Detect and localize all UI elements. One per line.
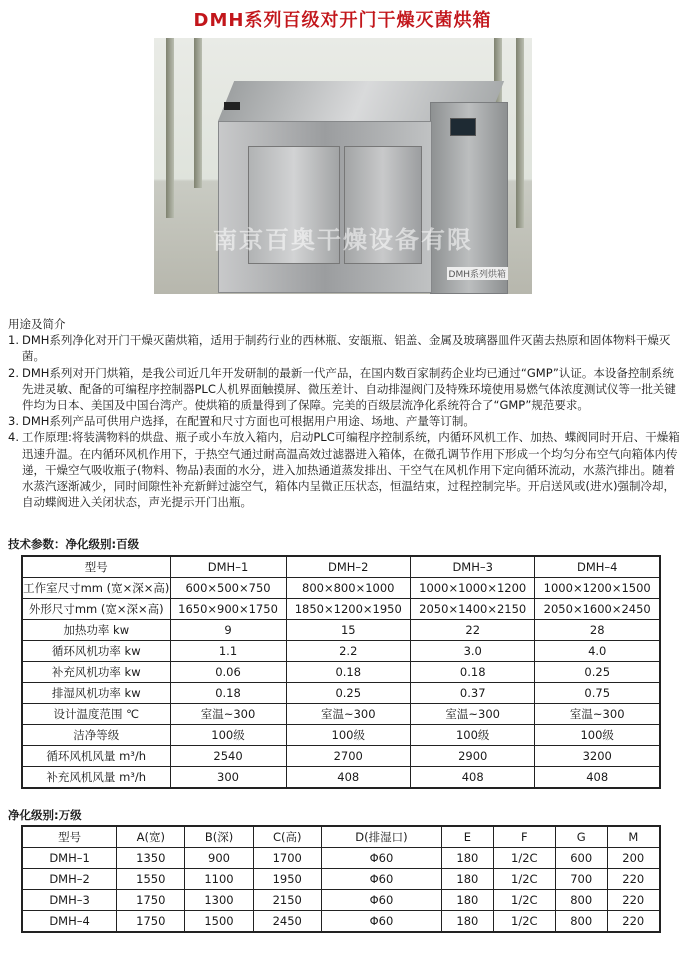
- table-cell: 100级: [410, 725, 534, 746]
- table-cell: 室温~300: [535, 704, 660, 725]
- table-row: [22, 725, 660, 746]
- table-cell: 2150: [253, 890, 321, 911]
- table-cell: 1550: [117, 869, 185, 890]
- table-cell: 1100: [185, 869, 253, 890]
- photo-tree: [516, 38, 524, 228]
- row-label-cell: 设计温度范围 ℃: [22, 704, 170, 725]
- table-cell: 220: [607, 911, 660, 933]
- item-number: 2.: [8, 365, 19, 380]
- row-label-cell: DMH–4: [22, 911, 117, 933]
- item-text: DMH系列净化对开门干燥灭菌烘箱，适用于制药行业的西林瓶、安瓿瓶、铝盖、金属及玻璃器皿件灭菌去热原和固体物料干燥灭菌。: [22, 333, 671, 364]
- item-number: 1.: [8, 333, 19, 348]
- spec-caption-class100: 技术参数：净化级别:百级: [8, 537, 140, 551]
- table-row: [22, 641, 660, 662]
- table-cell: 600×500×750: [170, 578, 286, 599]
- table-header-row: [22, 556, 660, 578]
- column-header: M: [607, 826, 660, 848]
- row-label-cell: 补充风机风量 m³/h: [22, 767, 170, 789]
- table-row: [22, 890, 660, 911]
- table-cell: 800: [555, 911, 607, 933]
- table-cell: 2050×1400×2150: [410, 599, 534, 620]
- page-title: DMH系列百级对开门干燥灭菌烘箱: [193, 10, 492, 31]
- table-row: [22, 620, 660, 641]
- intro-item: [8, 365, 680, 414]
- table-cell: 220: [607, 869, 660, 890]
- watermark: 南京百奥干燥设备有限: [213, 226, 473, 254]
- table-cell: 1950: [253, 869, 321, 890]
- row-label-cell: 加热功率 kw: [22, 620, 170, 641]
- table-row: [22, 746, 660, 767]
- table-cell: 100级: [535, 725, 660, 746]
- control-screen: [450, 118, 476, 136]
- table-cell: 408: [410, 767, 534, 789]
- column-header: A(宽): [117, 826, 185, 848]
- row-label-cell: 洁净等级: [22, 725, 170, 746]
- spec-table-class100: [21, 555, 661, 789]
- table-cell: 1000×1000×1200: [410, 578, 534, 599]
- table-cell: 2900: [410, 746, 534, 767]
- intro-item: [8, 332, 680, 364]
- table-cell: 2700: [286, 746, 410, 767]
- table-cell: 0.18: [410, 662, 534, 683]
- row-label-cell: 排湿风机功率 kw: [22, 683, 170, 704]
- table-cell: 0.18: [170, 683, 286, 704]
- table-cell: 180: [442, 848, 494, 869]
- column-header: C(高): [253, 826, 321, 848]
- column-header: B(深): [185, 826, 253, 848]
- table-row: [22, 662, 660, 683]
- table-cell: 408: [535, 767, 660, 789]
- table-cell: 4.0: [535, 641, 660, 662]
- table-cell: 1/2C: [493, 869, 555, 890]
- table-cell: 0.75: [535, 683, 660, 704]
- table-cell: 180: [442, 911, 494, 933]
- table-cell: 1500: [185, 911, 253, 933]
- table-cell: Φ60: [321, 911, 441, 933]
- table-cell: 100级: [170, 725, 286, 746]
- table-cell: 100级: [286, 725, 410, 746]
- table-cell: 室温~300: [410, 704, 534, 725]
- table-cell: 0.25: [286, 683, 410, 704]
- product-photo: [154, 38, 532, 294]
- table-cell: 1650×900×1750: [170, 599, 286, 620]
- column-header: G: [555, 826, 607, 848]
- table-cell: 1.1: [170, 641, 286, 662]
- table-cell: 0.37: [410, 683, 534, 704]
- table-cell: 2540: [170, 746, 286, 767]
- table-cell: 1/2C: [493, 848, 555, 869]
- table-cell: 800: [555, 890, 607, 911]
- spec-caption-class10000: 净化级别:万级: [8, 808, 82, 822]
- table-cell: 800×800×1000: [286, 578, 410, 599]
- table-cell: 2450: [253, 911, 321, 933]
- column-header: 型号: [22, 826, 117, 848]
- column-header: DMH–1: [170, 556, 286, 578]
- table-cell: 408: [286, 767, 410, 789]
- item-number: 3.: [8, 414, 19, 429]
- item-text: DMH系列产品可供用户选择，在配置和尺寸方面也可根据用户用途、场地、产量等订制。: [22, 414, 475, 429]
- photo-tag: DMH系列烘箱: [447, 267, 508, 280]
- table-cell: 22: [410, 620, 534, 641]
- table-cell: 600: [555, 848, 607, 869]
- table-cell: 15: [286, 620, 410, 641]
- table-row: [22, 599, 660, 620]
- table-cell: 1300: [185, 890, 253, 911]
- table-cell: 700: [555, 869, 607, 890]
- table-cell: 1750: [117, 890, 185, 911]
- table-cell: 28: [535, 620, 660, 641]
- table-cell: 2.2: [286, 641, 410, 662]
- table-cell: 300: [170, 767, 286, 789]
- intro-item: [8, 429, 680, 510]
- row-label-cell: DMH–1: [22, 848, 117, 869]
- column-header: DMH–4: [535, 556, 660, 578]
- table-cell: 9: [170, 620, 286, 641]
- table-cell: 220: [607, 890, 660, 911]
- table-cell: 3.0: [410, 641, 534, 662]
- spec-table-class10000: [21, 825, 661, 933]
- table-cell: 0.06: [170, 662, 286, 683]
- intro-heading: 用途及简介: [8, 317, 66, 331]
- table-cell: 室温~300: [286, 704, 410, 725]
- table-cell: 3200: [535, 746, 660, 767]
- item-text: DMH系列对开门烘箱，是我公司近几年开发研制的最新一代产品，在国内数百家制药企业均已通过“GMP”认证。本设备控制系统先进灵敏、配备的可编程序控制器PLC人机界面触摸屏、微压差计、自动排湿阀门及特殊环境使用易燃气体浓度测试仪等一批关键件均为日本、美国及中国台湾产。使烘箱的质量得到了保障。完美的百级层流净化系统符合了“GMP”规范要求。: [22, 365, 676, 413]
- table-cell: 室温~300: [170, 704, 286, 725]
- intro-item: [8, 413, 680, 429]
- row-label-cell: 外形尺寸mm (宽×深×高): [22, 599, 170, 620]
- table-cell: 180: [442, 869, 494, 890]
- intro-section: [8, 316, 680, 510]
- table-cell: 1750: [117, 911, 185, 933]
- table-row: [22, 578, 660, 599]
- row-label-cell: 工作室尺寸mm (宽×深×高): [22, 578, 170, 599]
- row-label-cell: 循环风机风量 m³/h: [22, 746, 170, 767]
- photo-tree: [194, 38, 202, 188]
- table-cell: 1700: [253, 848, 321, 869]
- table-cell: 1850×1200×1950: [286, 599, 410, 620]
- table-row: [22, 683, 660, 704]
- photo-tree: [166, 38, 174, 218]
- table-cell: 2050×1600×2450: [535, 599, 660, 620]
- table-row: [22, 848, 660, 869]
- table-cell: 0.18: [286, 662, 410, 683]
- table-cell: 1350: [117, 848, 185, 869]
- item-number: 4.: [8, 430, 19, 445]
- column-header: E: [442, 826, 494, 848]
- column-header: DMH–3: [410, 556, 534, 578]
- table-cell: Φ60: [321, 869, 441, 890]
- item-text: 工作原理:将装满物料的烘盘、瓶子或小车放入箱内，启动PLC可编程序控制系统，内循环风机工作、加热、蝶阀同时开启、干燥箱迅速升温。在内循环风机作用下，于热空气通过耐高温高效过滤器进入箱体，在微孔调节作用下形成一个均匀分布空气向箱体内传递，干燥空气吸收瓶子(物料、物品)表面的水分，进入加热通道蒸发排出、干空气在风机作用下定向循环流动，水蒸汽排出。随着水蒸汽逐渐减少，同时间隙性补充新鲜过滤空气，箱体内呈微正压状态，恒温结束，过程控制完毕。开启送风或(进水)强制冷却，自动蝶阀进入关闭状态，声光提示开门出瓶。: [22, 430, 680, 510]
- row-label-cell: 循环风机功率 kw: [22, 641, 170, 662]
- table-cell: 1000×1200×1500: [535, 578, 660, 599]
- table-cell: Φ60: [321, 848, 441, 869]
- table-cell: 0.25: [535, 662, 660, 683]
- table-row: [22, 704, 660, 725]
- table-cell: 1/2C: [493, 911, 555, 933]
- table-header-row: [22, 826, 660, 848]
- oven-nameplate: [224, 102, 240, 110]
- column-header: DMH–2: [286, 556, 410, 578]
- table-cell: Φ60: [321, 890, 441, 911]
- table-row: [22, 911, 660, 933]
- table-row: [22, 869, 660, 890]
- row-label-cell: 补充风机功率 kw: [22, 662, 170, 683]
- column-header: F: [493, 826, 555, 848]
- table-row: [22, 767, 660, 789]
- row-label-cell: DMH–2: [22, 869, 117, 890]
- table-cell: 180: [442, 890, 494, 911]
- table-cell: 1/2C: [493, 890, 555, 911]
- column-header: 型号: [22, 556, 170, 578]
- table-cell: 200: [607, 848, 660, 869]
- table-cell: 900: [185, 848, 253, 869]
- column-header: D(排湿口): [321, 826, 441, 848]
- row-label-cell: DMH–3: [22, 890, 117, 911]
